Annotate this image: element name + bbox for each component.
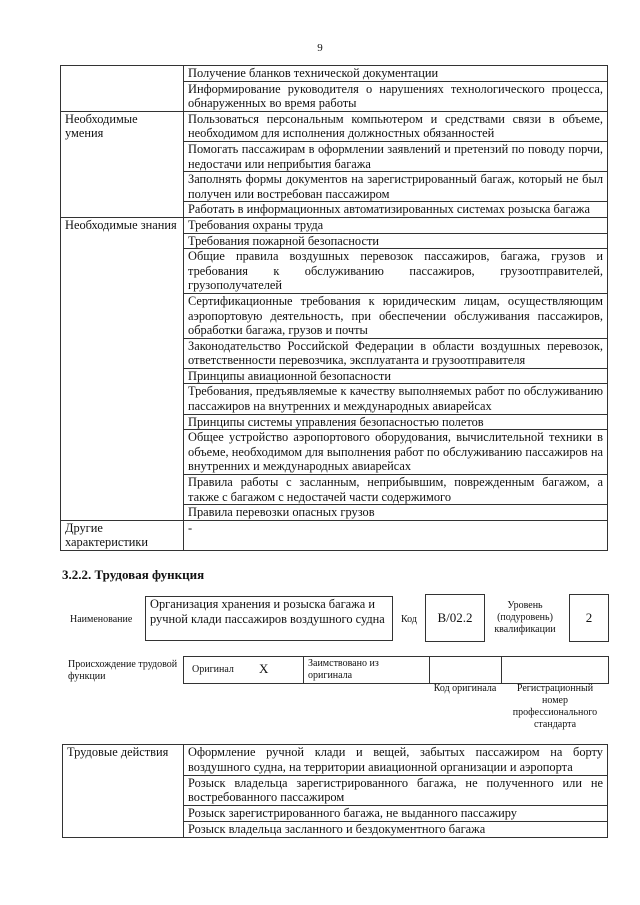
row-item: Правила работы с засланным, неприбывшим, поврежденным багажом, а также с багажом с недостачей части содержимого: [184, 475, 608, 505]
row-item: Требования охраны труда: [184, 217, 608, 233]
actions-table: [62, 744, 608, 838]
table-row: [61, 66, 608, 82]
row-item: -: [184, 520, 608, 550]
action-item: Оформление ручной клади и вещей, забытых пассажиром на борту воздушного судна, на территории авиационной организации и аэропорта: [184, 745, 608, 776]
row-label: Другие характеристики: [61, 520, 184, 550]
table-row: [61, 217, 608, 233]
code-value: B/02.2: [425, 594, 485, 642]
borrowed-label: Заимствовано из оригинала: [308, 658, 379, 681]
row-item: Работать в информационных автоматизированных системах розыска багажа: [184, 202, 608, 218]
row-item: Правила перевозки опасных грузов: [184, 505, 608, 521]
origin-code-label: Код оригинала: [433, 683, 497, 694]
original-label: Оригинал: [192, 664, 234, 675]
action-item: Розыск владельца зарегистрированного багажа, не полученного или не востребованного пассажиром: [184, 775, 608, 806]
action-item: Розыск зарегистрированного багажа, не выданного пассажиру: [184, 806, 608, 822]
actions-label: Трудовые действия: [63, 745, 184, 838]
row-item: Информирование руководителя о нарушениях технологического процесса, обнаруженных во время работы: [184, 81, 608, 111]
table-row: [61, 111, 608, 141]
row-label: Необходимые умения: [61, 111, 184, 217]
row-item: Помогать пассажирам в оформлении заявлений и претензий по поводу порчи, недостачи или неприбытия багажа: [184, 141, 608, 171]
original-mark: X: [259, 661, 269, 676]
row-item: Принципы авиационной безопасности: [184, 368, 608, 384]
row-item: Заполнять формы документов на зарегистрированный багаж, который не был получен или востребован пассажиром: [184, 172, 608, 202]
row-item: Получение бланков технической документации: [184, 66, 608, 82]
name-label: Наименование: [70, 614, 133, 625]
action-item: Розыск владельца засланного и бездокументного багажа: [184, 821, 608, 837]
row-label: [61, 66, 184, 112]
name-value: Организация хранения и розыска багажа и ручной клади пассажиров воздушного судна: [145, 596, 393, 641]
row-item: Общее устройство аэропортового оборудования, вычислительной техники в объеме, необходимом для выполнения работ по обслуживанию пассажиров на внутренних и международных авиарейсах: [184, 430, 608, 475]
row-item: Принципы системы управления безопасностью полетов: [184, 414, 608, 430]
origin-box: [183, 656, 609, 684]
table-row: [63, 745, 608, 776]
origin-label: Происхождение трудовой функции: [68, 659, 178, 682]
page-number: 9: [317, 42, 323, 54]
row-item: Сертификационные требования к юридическим лицам, осуществляющим аэропортовую деятельность, при обеспечении обслуживания пассажиров, обработки багажа, грузов и почты: [184, 293, 608, 338]
competency-table: [60, 65, 608, 551]
row-item: Законодательство Российской Федерации в области воздушных перевозок, ответственности перевозчика, эксплуатанта и грузоотправителя: [184, 338, 608, 368]
row-label: Необходимые знания: [61, 217, 184, 520]
row-item: Общие правила воздушных перевозок пассажиров, багажа, грузов и требования к обслуживанию пассажиров, грузоотправителей, грузополучателей: [184, 249, 608, 294]
section-heading: 3.2.2. Трудовая функция: [62, 567, 205, 582]
level-label: Уровень (подуровень) квалификации: [494, 600, 556, 635]
table-row: [61, 520, 608, 550]
code-label: Код: [401, 614, 417, 625]
row-item: Требования, предъявляемые к качеству выполняемых работ по обслуживанию пассажиров на внутренних и международных авиарейсах: [184, 384, 608, 414]
row-item: Требования пожарной безопасности: [184, 233, 608, 249]
level-value: 2: [569, 594, 609, 642]
reg-number-label: Регистрационный номер профессионального стандарта: [512, 683, 598, 730]
row-item: Пользоваться персональным компьютером и средствами связи в объеме, необходимом для исполнения должностных обязанностей: [184, 111, 608, 141]
